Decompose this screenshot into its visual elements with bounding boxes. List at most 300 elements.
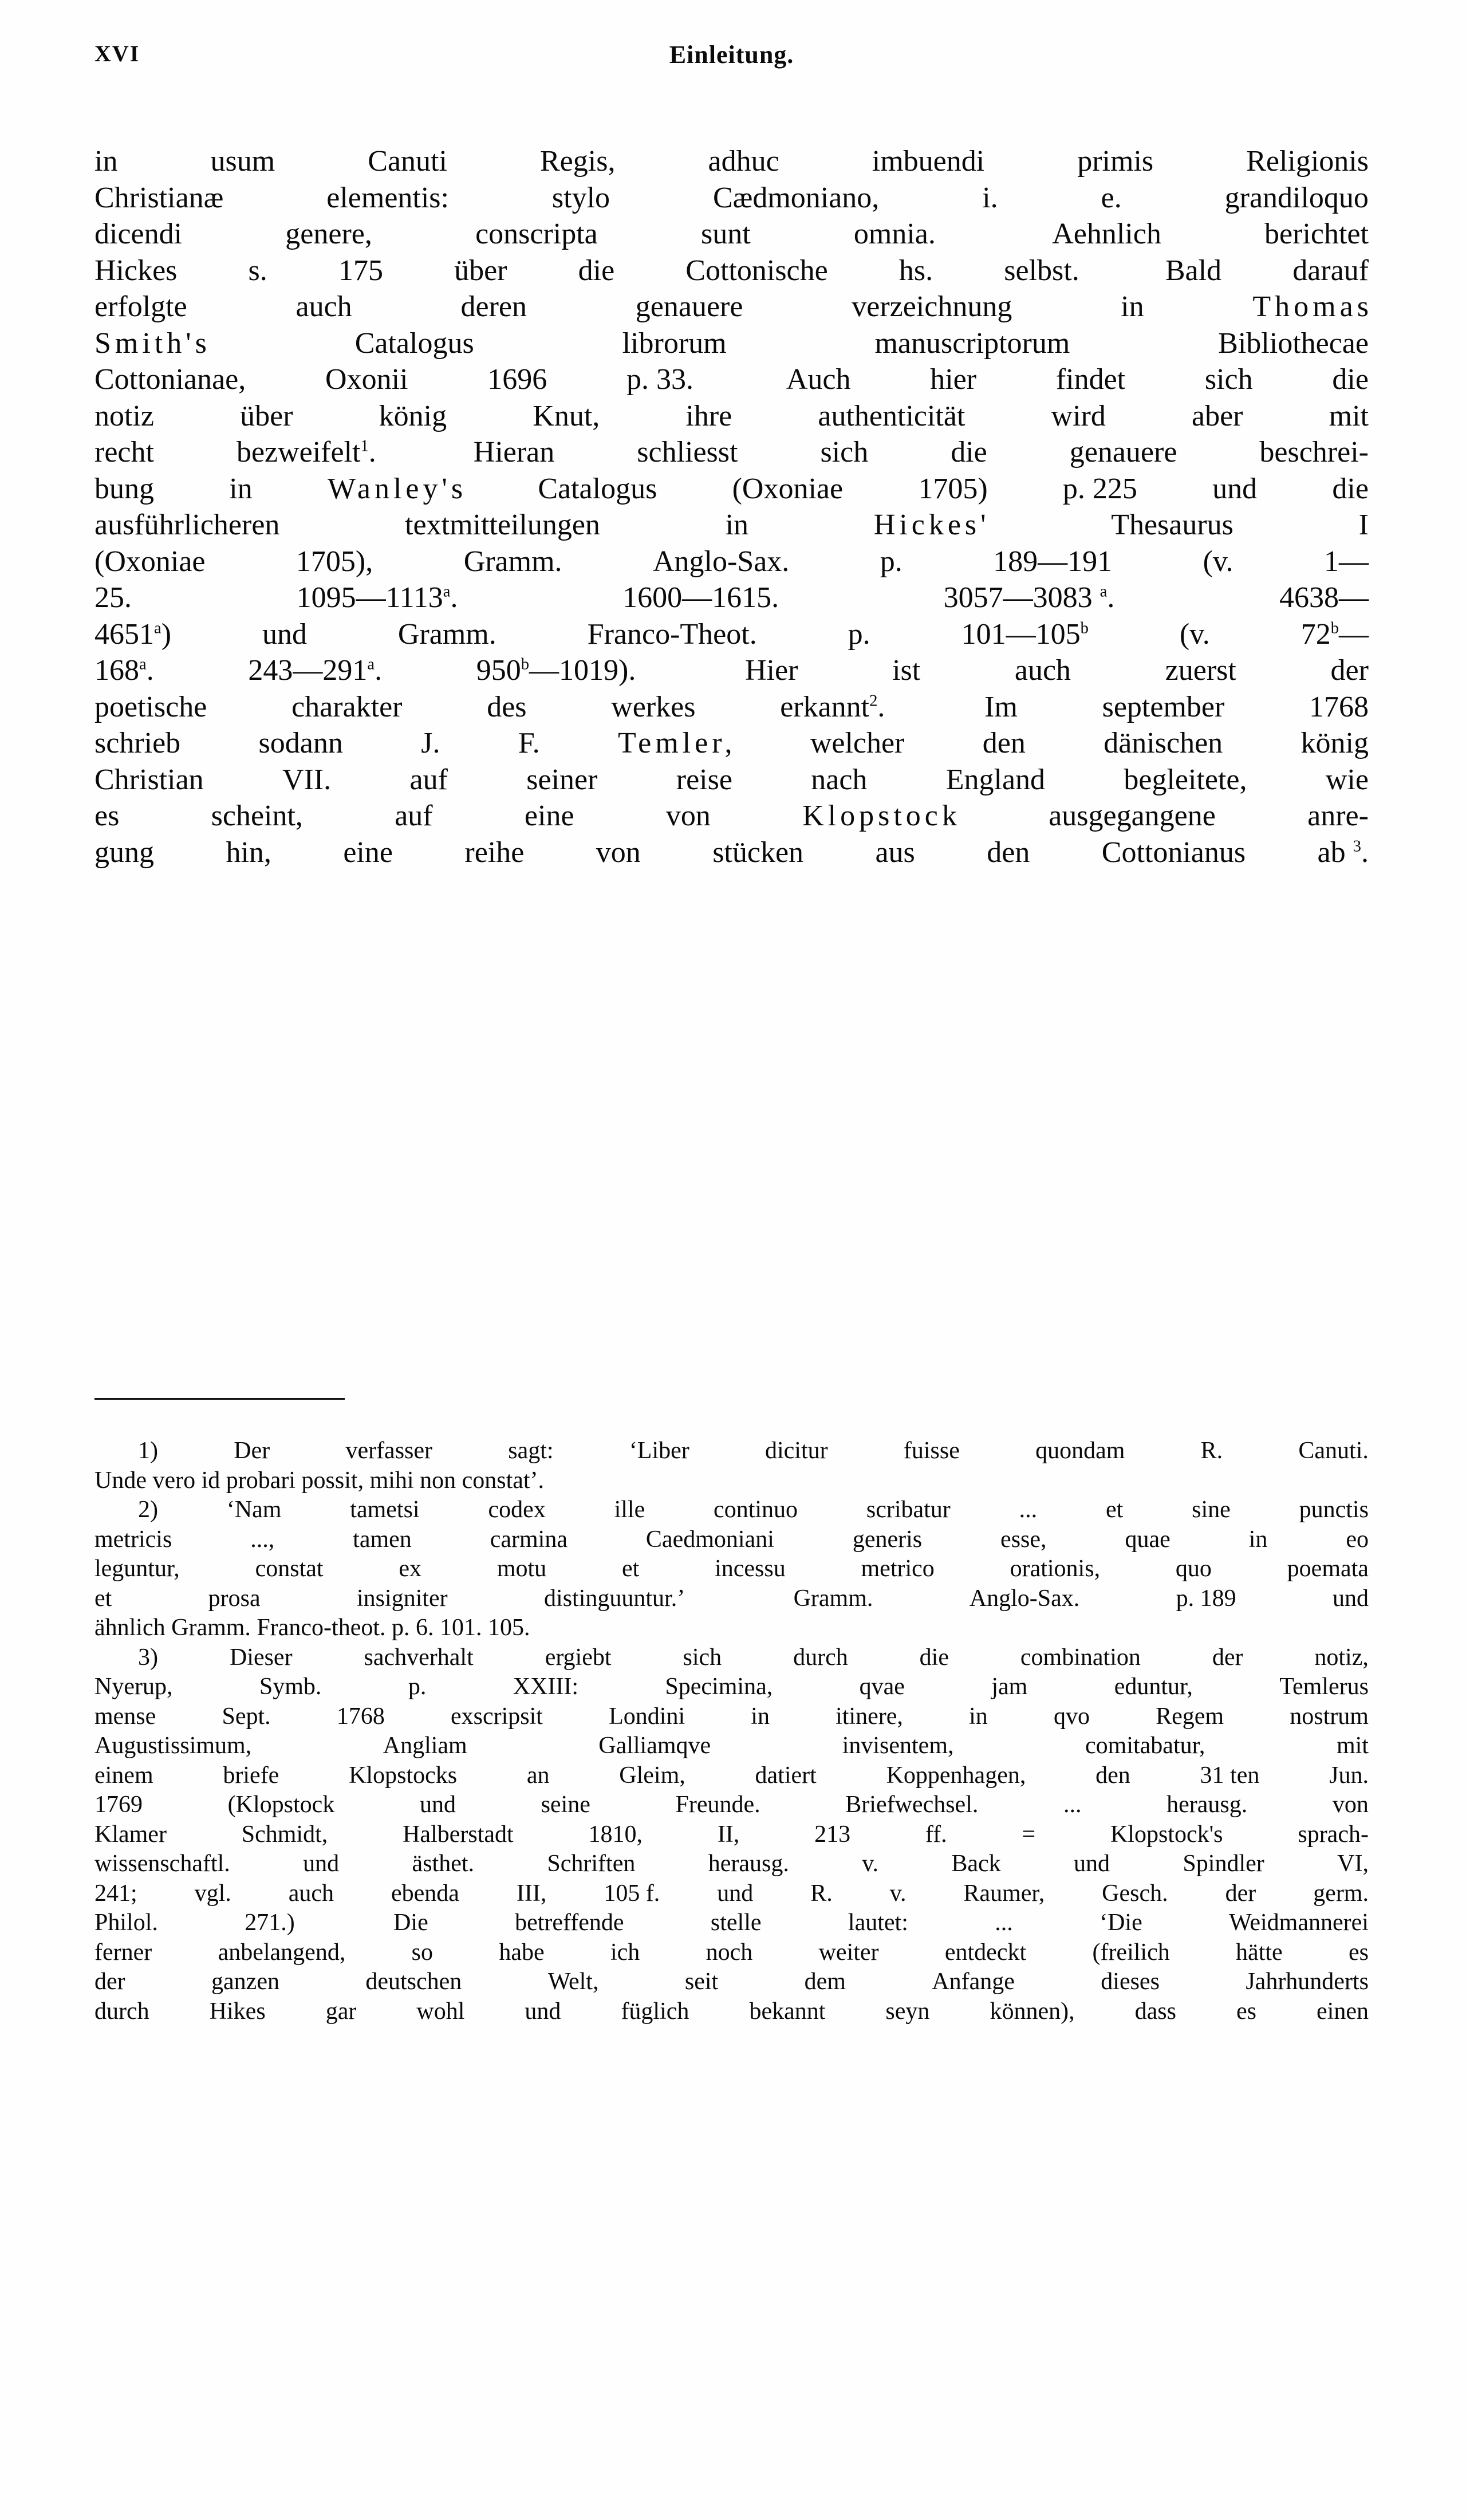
text-run: in — [969, 1703, 988, 1730]
body-line — [94, 580, 1369, 616]
text-run: 4638— — [1279, 581, 1369, 614]
text-run: Freunde. — [675, 1791, 760, 1818]
text-run: gar — [325, 1998, 357, 2025]
text-run: p. — [880, 545, 903, 578]
text-run: von — [596, 836, 641, 869]
text-run: XXIII: — [513, 1674, 579, 1700]
text-run: selbst. — [1004, 254, 1079, 287]
text-run: usum — [210, 145, 275, 178]
text-run: reise — [676, 763, 732, 796]
text-run: dänischen — [1104, 727, 1223, 759]
text-run: in — [1121, 290, 1144, 323]
text-run: primis — [1077, 145, 1154, 178]
text-run: ich — [610, 1939, 640, 1966]
text-run: der — [1212, 1644, 1243, 1671]
text-run: Regem — [1156, 1703, 1224, 1730]
text-run: esse, — [1000, 1526, 1047, 1553]
text-run: Klopstock's — [1110, 1821, 1223, 1848]
body-line — [94, 398, 1369, 435]
text-run: Klamer — [94, 1821, 167, 1848]
text-run: ... — [1063, 1791, 1082, 1818]
text-run: ebenda — [391, 1880, 459, 1907]
text-run: Der — [234, 1438, 270, 1464]
text-run: Regis, — [540, 145, 616, 178]
text-run: p. — [848, 617, 870, 651]
text-run: Hieran — [458, 436, 555, 468]
text-run: ‘Nam — [226, 1497, 282, 1523]
text-run: R. — [1200, 1438, 1223, 1464]
text-run: Hickes — [94, 254, 178, 287]
text-run: es — [1236, 1998, 1256, 2025]
text-run: von — [1332, 1791, 1369, 1818]
text-run: ferner — [94, 1939, 152, 1966]
footnote-line — [94, 1761, 1369, 1791]
text-run: VII. — [282, 763, 332, 796]
text-run: beschrei- — [1259, 436, 1369, 468]
text-run: invisentem, — [842, 1732, 954, 1759]
text-run: Religionis — [1246, 145, 1369, 178]
text-run: wie — [1325, 763, 1369, 796]
text-run: adhuc — [708, 145, 779, 178]
text-run: J. — [421, 727, 440, 759]
text-run: ille — [614, 1497, 645, 1523]
footnote-line — [94, 1643, 1369, 1673]
text-run: in — [94, 145, 118, 178]
text-run: Temlerus — [1279, 1674, 1369, 1700]
footnote-line — [94, 1495, 1369, 1525]
text-run: seit — [684, 1968, 719, 1995]
text-run: Gramm. — [397, 617, 496, 651]
text-run: exscripsit — [450, 1703, 543, 1730]
text-run: erfolgte — [94, 290, 187, 323]
text-run: die — [1332, 363, 1369, 396]
footnote-marker: b — [1330, 619, 1339, 637]
body-line — [94, 652, 1369, 689]
footnote-line — [94, 1790, 1369, 1820]
text-run: und — [262, 617, 307, 651]
text-run: Symb. — [259, 1674, 322, 1700]
footnote-line — [94, 1967, 1369, 1997]
text-run: Knut, — [533, 399, 600, 432]
text-run: Back — [951, 1850, 1001, 1877]
text-run: an — [526, 1762, 550, 1789]
text-run: Klopstocks — [349, 1762, 458, 1789]
text-run: verzeichnung — [852, 290, 1012, 323]
text-run: stelle — [710, 1909, 762, 1936]
text-run: 1095—1113$^a$. — [296, 581, 458, 614]
text-run: herausg. — [1167, 1791, 1248, 1818]
text-run: England — [945, 763, 1046, 796]
footnotes-text — [94, 1436, 1369, 2026]
text-run: Catalogus — [354, 326, 474, 360]
text-run: Anglo‑Sax. — [652, 545, 790, 578]
text-run: carmina — [490, 1526, 568, 1553]
text-run: Nyerup, — [94, 1674, 173, 1700]
text-run: ..., — [250, 1526, 275, 1553]
text-run: bezweifelt$^1$. — [236, 436, 376, 468]
text-run: R. — [810, 1880, 833, 1907]
text-run: Cottonische — [685, 254, 828, 287]
text-run: quo — [1175, 1556, 1212, 1582]
text-run: grandiloquo — [1224, 181, 1369, 214]
text-run: 31 ten — [1200, 1762, 1260, 1789]
text-run: stücken — [712, 836, 804, 869]
text-run: berichtet — [1264, 218, 1369, 250]
text-run: II, — [717, 1821, 740, 1848]
text-run: = — [1022, 1821, 1036, 1848]
text-run: Gramm. — [463, 545, 562, 578]
text-run: Thesaurus — [1111, 509, 1234, 541]
text-run: in — [229, 472, 253, 505]
text-run: Franco‑Theot. — [587, 617, 757, 651]
body-line — [94, 834, 1369, 871]
text-run: Briefwechsel. — [845, 1791, 979, 1818]
text-run: germ. — [1313, 1880, 1369, 1907]
text-run: qvae — [859, 1674, 905, 1700]
text-run: 271.) — [245, 1909, 295, 1936]
text-run: des — [487, 690, 527, 723]
text-run: könig — [1301, 727, 1369, 759]
text-run: Angliam — [383, 1732, 467, 1759]
footnote-line — [94, 1820, 1369, 1850]
text-run: 1600—1615. — [622, 581, 779, 614]
text-run: III, — [516, 1880, 547, 1907]
text-run: verfasser — [345, 1438, 433, 1464]
text-run: Catalogus — [538, 472, 657, 505]
text-run: eduntur, — [1114, 1674, 1193, 1700]
text-run: ausführlicheren — [94, 509, 280, 541]
text-run: Cottonianus — [1101, 836, 1246, 869]
text-run: Gesch. — [1102, 1880, 1168, 1907]
text-run: 4651$^a$) — [94, 617, 172, 651]
text-run: quondam — [1035, 1438, 1125, 1464]
text-run: (v. — [1203, 545, 1234, 578]
text-run: 189—191 — [993, 545, 1113, 578]
text-run: Galliamqve — [598, 1732, 711, 1759]
body-line — [94, 725, 1369, 762]
text-run: conscripta — [475, 218, 598, 250]
text-run: Sept. — [222, 1703, 271, 1730]
text-run: elementis: — [326, 181, 449, 214]
text-run: prosa — [208, 1585, 261, 1612]
text-run: findet — [1055, 363, 1126, 396]
text-run: die — [919, 1644, 949, 1671]
text-run: seyn — [885, 1998, 930, 2025]
text-run: Raumer, — [963, 1880, 1045, 1907]
footnote-line — [94, 1466, 1369, 1496]
text-run: dass — [1134, 1998, 1176, 2025]
text-run: (freilich — [1092, 1939, 1170, 1966]
text-run: werkes — [611, 690, 696, 723]
body-line — [94, 361, 1369, 398]
text-run: und — [1332, 1585, 1369, 1612]
text-run: Londini — [609, 1703, 685, 1730]
text-run: ... — [1019, 1497, 1038, 1523]
text-run: Augustissimum, — [94, 1732, 252, 1759]
text-run: stylo — [551, 181, 610, 214]
text-run: durch — [94, 1998, 149, 2025]
text-run: und — [525, 1998, 561, 2025]
text-run: (Oxoniae — [94, 545, 206, 578]
text-run: es — [1349, 1939, 1369, 1966]
footnote-marker: a — [1100, 582, 1108, 601]
text-run: Cottonianae, — [94, 363, 246, 396]
text-run: sunt — [700, 218, 751, 250]
text-run: ‘Liber — [629, 1438, 689, 1464]
text-run: nach — [811, 763, 868, 796]
body-line — [94, 253, 1369, 289]
body-line — [94, 289, 1373, 325]
page-number: XVI — [94, 41, 140, 66]
text-run: eo — [1346, 1526, 1369, 1553]
text-run: 241; — [94, 1880, 137, 1907]
text-run: Weidmannerei — [1229, 1909, 1369, 1936]
text-run: Anglo‑Sax. — [969, 1585, 1080, 1612]
text-run: auch — [295, 290, 352, 323]
text-run: distinguuntur.’ — [544, 1585, 685, 1612]
text-run: der — [94, 1968, 125, 1995]
footnote-line — [94, 1554, 1369, 1584]
text-run: s. — [248, 254, 267, 287]
text-run: codex — [488, 1497, 546, 1523]
text-run: et — [94, 1585, 112, 1612]
body-line — [94, 143, 1369, 180]
text-run: Anfange — [932, 1968, 1015, 1995]
text-run: Jun. — [1329, 1762, 1369, 1789]
text-run: dicendi — [94, 218, 183, 250]
text-run: incessu — [715, 1556, 786, 1582]
text-run: hier — [930, 363, 977, 396]
footnote-line — [94, 1879, 1369, 1909]
text-run: constat — [255, 1556, 324, 1582]
text-run: genauere — [1069, 436, 1177, 468]
text-run: VI, — [1337, 1850, 1369, 1877]
text-run: Die — [381, 1909, 428, 1936]
text-run: gung — [94, 836, 154, 869]
text-run: eine — [524, 800, 574, 832]
text-run: orationis, — [1010, 1556, 1101, 1582]
text-run: in — [751, 1703, 770, 1730]
text-run: füglich — [621, 1998, 689, 2025]
text-run: schliesst — [637, 436, 738, 468]
footnote-separator-rule — [94, 1398, 345, 1400]
body-line — [94, 544, 1369, 580]
text-run: den — [987, 836, 1030, 869]
footnote-line — [94, 1672, 1369, 1702]
text-run: v. — [862, 1850, 878, 1877]
text-run: vgl. — [194, 1880, 231, 1907]
body-line — [94, 616, 1369, 653]
text-run: welcher — [810, 727, 905, 759]
text-run: ihre — [685, 399, 732, 432]
body-line — [94, 216, 1369, 253]
text-run: recht — [94, 436, 154, 468]
text-run: 25. — [94, 581, 132, 614]
text-run: 1705), — [295, 545, 373, 578]
text-run: 1769 — [94, 1791, 143, 1818]
text-run: 1705) — [918, 472, 988, 505]
text-run: Bald — [1150, 254, 1222, 287]
text-run: schrieb — [94, 727, 181, 759]
text-run: aber — [1192, 399, 1243, 432]
text-run: insigniter — [357, 1585, 448, 1612]
text-run: 3057—3083 $^a$. — [943, 581, 1115, 614]
text-run: Christian — [94, 763, 204, 796]
text-run: Cædmoniano, — [712, 181, 880, 214]
footnote-line — [94, 1849, 1369, 1879]
text-run: 1810, — [588, 1821, 643, 1848]
text-run: erkannt$^2$. — [780, 690, 885, 723]
text-run: notiz, — [1314, 1644, 1369, 1671]
text-run: Temler, — [618, 727, 736, 759]
text-run: Philol. — [94, 1909, 158, 1936]
text-run: Halberstadt — [403, 1821, 514, 1848]
text-run: et — [621, 1556, 640, 1582]
text-run: 72$^b$— — [1301, 617, 1369, 651]
text-run: ästhet. — [412, 1850, 475, 1877]
text-run: tamen — [353, 1526, 412, 1553]
running-head — [94, 40, 1369, 80]
text-run: und — [1074, 1850, 1110, 1877]
text-run: Unde vero id probari possit, mihi non constat’. — [94, 1467, 545, 1494]
text-run: seine — [541, 1791, 590, 1818]
text-run: scheint, — [211, 800, 303, 832]
footnote-line — [94, 1938, 1369, 1968]
text-run: Bibliothecae — [1218, 326, 1369, 360]
text-run: Hickes' — [873, 509, 990, 541]
text-run: continuo — [714, 1497, 798, 1523]
text-run: ab $^3$. — [1317, 836, 1369, 869]
text-run: 105 f. — [604, 1880, 660, 1907]
text-run: Aehnlich — [1039, 218, 1161, 250]
text-run: ex — [399, 1556, 422, 1582]
text-run: librorum — [622, 326, 727, 360]
footnote-marker: b — [1080, 619, 1089, 637]
body-line — [94, 762, 1369, 798]
text-run: p. 33. — [626, 363, 693, 396]
body-line — [94, 325, 1369, 362]
text-run: dem — [804, 1968, 846, 1995]
text-run: leguntur, — [94, 1556, 180, 1582]
footnote-line — [94, 1613, 1369, 1643]
footnote-marker: a — [367, 655, 375, 674]
text-run: genauere — [635, 290, 743, 323]
text-run: quae — [1125, 1526, 1171, 1553]
text-run: und — [303, 1850, 340, 1877]
text-run: sine — [1192, 1497, 1231, 1523]
text-run: sachverhalt — [364, 1644, 474, 1671]
text-run: Christianæ — [94, 181, 224, 214]
text-run: metrico — [861, 1556, 935, 1582]
text-run: motu — [496, 1556, 547, 1582]
text-run: und — [717, 1880, 754, 1907]
text-run: 101—105$^b$ — [961, 617, 1089, 651]
body-line — [94, 689, 1369, 726]
text-run: Im — [970, 690, 1018, 723]
text-run: september — [1102, 690, 1225, 723]
text-run: der — [1225, 1880, 1256, 1907]
text-run: den — [982, 727, 1026, 759]
text-run: charakter — [291, 690, 403, 723]
text-run: wissenschaftl. — [94, 1850, 230, 1877]
text-run: (v. — [1179, 617, 1210, 651]
text-run: briefe — [223, 1762, 279, 1789]
text-run: hätte — [1236, 1939, 1283, 1966]
text-run: datiert — [755, 1762, 817, 1789]
text-run: können), — [990, 1998, 1075, 2025]
text-run: zuerst — [1165, 654, 1236, 687]
text-run: hin, — [226, 836, 271, 869]
text-run: entdeckt — [944, 1939, 1027, 1966]
text-run: metricis — [94, 1526, 172, 1553]
text-run: Thomas — [1252, 290, 1373, 323]
text-run: ähnlich Gramm. Franco‑theot. p. 6. 101. 105. — [94, 1615, 530, 1641]
footnote-line — [94, 1908, 1369, 1938]
text-run: dicitur — [765, 1438, 828, 1464]
text-run: (Oxoniae — [732, 472, 844, 505]
body-line — [94, 798, 1369, 834]
text-run: (Klopstock — [227, 1791, 335, 1818]
text-run: wird — [1051, 399, 1106, 432]
text-run: anbelangend, — [218, 1939, 346, 1966]
footnote-line — [94, 1731, 1369, 1761]
text-run: Koppenhagen, — [886, 1762, 1026, 1789]
text-run: den — [1095, 1762, 1130, 1789]
text-run: ganzen — [211, 1968, 279, 1995]
body-line — [94, 507, 1369, 544]
text-run: 1) — [138, 1438, 158, 1464]
text-run: Schriften — [547, 1850, 636, 1877]
text-run: Specimina, — [665, 1674, 773, 1700]
text-run: sich — [820, 436, 869, 468]
footnote-line — [94, 1584, 1369, 1614]
text-run: Jahrhunderts — [1246, 1968, 1369, 1995]
text-run: punctis — [1299, 1497, 1369, 1523]
text-run: notiz — [94, 399, 154, 432]
text-run: p. 189 — [1176, 1585, 1236, 1612]
text-run: aus — [875, 836, 915, 869]
text-run: ist — [892, 654, 921, 687]
text-run: wohl — [416, 1998, 465, 2025]
body-line — [94, 434, 1369, 471]
text-run: ff. — [925, 1821, 947, 1848]
text-run: mense — [94, 1703, 156, 1730]
text-run: sagt: — [508, 1438, 554, 1464]
text-run: 213 — [814, 1821, 851, 1848]
text-run: 1— — [1324, 545, 1369, 578]
text-run: Wanley's — [327, 472, 467, 505]
text-run: über — [454, 254, 507, 287]
text-run: habe — [499, 1939, 545, 1966]
text-run: 1768 — [336, 1703, 385, 1730]
body-line — [94, 180, 1369, 216]
text-run: von — [665, 800, 711, 832]
text-run: Smith's — [94, 326, 211, 360]
text-run: textmitteilungen — [405, 509, 600, 541]
text-run: auch — [1014, 654, 1071, 687]
text-run: bekannt — [749, 1998, 826, 2025]
footnote-marker: 3 — [1353, 837, 1361, 856]
text-run: mit — [1336, 1732, 1369, 1759]
text-run: ergiebt — [545, 1644, 612, 1671]
text-run: sich — [683, 1644, 722, 1671]
text-run: die — [951, 436, 987, 468]
page-title: Einleitung. — [669, 41, 794, 69]
text-run: I — [1358, 509, 1369, 541]
text-run: sodann — [258, 727, 343, 759]
text-run: lautet: — [848, 1909, 908, 1936]
text-run: betreffende — [515, 1909, 624, 1936]
